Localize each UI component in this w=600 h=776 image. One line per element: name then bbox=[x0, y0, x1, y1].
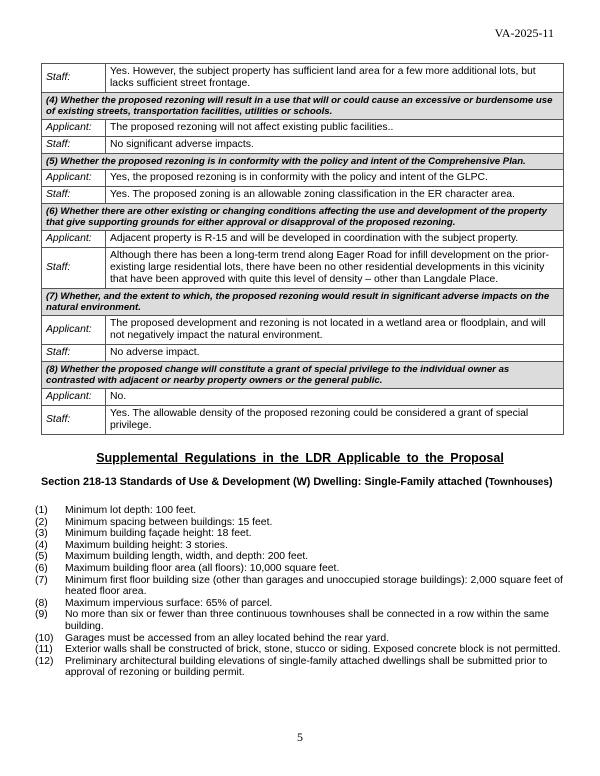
respondent-label: Staff: bbox=[42, 137, 106, 154]
criterion-response-row bbox=[42, 187, 564, 204]
criterion-header-row bbox=[42, 289, 564, 316]
response-text: No significant adverse impacts. bbox=[106, 137, 564, 154]
regulation-number: (7) bbox=[35, 574, 48, 586]
regulation-text: No more than six or fewer than three continuous townhouses shall be connected in a row within the same building. bbox=[65, 609, 550, 632]
regulation-item bbox=[35, 656, 565, 679]
regulation-item bbox=[35, 644, 565, 656]
regulation-item bbox=[35, 575, 565, 598]
regulation-number: (10) bbox=[35, 632, 54, 644]
case-id: VA-2025-11 bbox=[494, 26, 554, 40]
regulation-number: (12) bbox=[35, 655, 54, 667]
regulation-text: Minimum lot depth: 100 feet. bbox=[65, 505, 197, 516]
respondent-label: Staff: bbox=[42, 406, 106, 435]
supplemental-title: Supplemental Regulations in the LDR Applicable to the Proposal bbox=[96, 451, 504, 465]
criterion-response-row bbox=[42, 345, 564, 362]
respondent-label: Staff: bbox=[42, 187, 106, 204]
regulation-text: Maximum impervious surface: 65% of parcel. bbox=[65, 597, 273, 609]
page-number: 5 bbox=[297, 730, 303, 744]
regulation-number: (2) bbox=[35, 516, 48, 528]
regulation-number: (5) bbox=[35, 551, 48, 563]
regulation-item bbox=[35, 563, 565, 575]
response-text: Adjacent property is R-15 and will be developed in coordination with the subject property. bbox=[106, 231, 564, 248]
section-heading-close: ) bbox=[548, 476, 553, 488]
regulation-text: Garages must be accessed from an alley located behind the rear yard. bbox=[65, 632, 390, 644]
criterion-response-row bbox=[42, 64, 564, 93]
criterion-header-row bbox=[42, 154, 564, 170]
section-heading bbox=[41, 476, 553, 488]
response-text: Although there has been a long-term trend along Eager Road for infill development on the prior-existing large residential lots, there have been no other residential developments in this vicinity that have been approved with quite this level of density – other than Langdale Place. bbox=[106, 248, 564, 289]
criterion-header-row bbox=[42, 93, 564, 120]
criterion-response-row bbox=[42, 137, 564, 154]
regulation-item bbox=[35, 505, 565, 517]
response-text: Yes. The allowable density of the proposed rezoning could be considered a grant of special privilege. bbox=[106, 406, 564, 435]
respondent-label: Applicant: bbox=[42, 170, 106, 187]
rezoning-criteria-table bbox=[41, 63, 564, 435]
criterion-header-row bbox=[42, 362, 564, 389]
criterion-header-text: (6) Whether there are other existing or changing conditions affecting the use and development of the property that give supporting grounds for either approval or disapproval of the proposed rezoning. bbox=[42, 204, 564, 231]
criterion-response-row bbox=[42, 248, 564, 289]
criterion-header-text: (5) Whether the proposed rezoning is in conformity with the policy and intent of the Comprehensive Plan. bbox=[42, 154, 564, 170]
regulation-number: (11) bbox=[35, 644, 53, 656]
respondent-label: Staff: bbox=[42, 345, 106, 362]
regulation-text: Minimum building façade height: 18 feet. bbox=[65, 528, 252, 540]
regulation-text: Minimum first floor building size (other than garages and unoccupied storage buildings): 2,000 square feet of heated floor area. bbox=[65, 574, 563, 598]
response-text: The proposed rezoning will not affect existing public facilities.. bbox=[106, 120, 564, 137]
regulation-number: (3) bbox=[35, 528, 48, 540]
regulation-text: Maximum building floor area (all floors): 10,000 square feet. bbox=[65, 562, 340, 574]
response-text: No adverse impact. bbox=[106, 345, 564, 362]
respondent-label: Staff: bbox=[42, 248, 106, 289]
regulation-number: (8) bbox=[35, 597, 48, 609]
respondent-label: Applicant: bbox=[42, 389, 106, 406]
response-text: The proposed development and rezoning is not located in a wetland area or floodplain, and will not negatively impact the natural environment. bbox=[106, 316, 564, 345]
regulation-text: Maximum building length, width, and depth: 200 feet. bbox=[65, 551, 309, 563]
respondent-label: Staff: bbox=[42, 64, 106, 93]
criterion-header-row bbox=[42, 204, 564, 231]
criterion-header-text: (4) Whether the proposed rezoning will result in a use that will or could cause an excessive or burdensome use of existing streets, transportation facilities, utilities or schools. bbox=[42, 93, 564, 120]
respondent-label: Applicant: bbox=[42, 316, 106, 345]
section-heading-type: Townhouses bbox=[488, 477, 549, 488]
criterion-response-row bbox=[42, 170, 564, 187]
regulation-item bbox=[35, 609, 565, 632]
regulation-text: Minimum spacing between buildings: 15 feet. bbox=[65, 516, 273, 528]
regulation-number: (4) bbox=[35, 539, 48, 551]
criterion-response-row bbox=[42, 120, 564, 137]
response-text: No. bbox=[106, 389, 564, 406]
regulation-item bbox=[35, 598, 565, 610]
regulation-item bbox=[35, 540, 565, 552]
regulation-item bbox=[35, 528, 565, 540]
regulation-text: Exterior walls shall be constructed of brick, stone, stucco or siding. Exposed concrete block is not permitted. bbox=[65, 644, 561, 656]
regulation-text: Maximum building height: 3 stories. bbox=[65, 539, 228, 551]
criterion-response-row bbox=[42, 316, 564, 345]
response-text: Yes. However, the subject property has sufficient land area for a few more additional lots, but lacks sufficient street frontage. bbox=[106, 64, 564, 93]
regulation-text: Preliminary architectural building elevations of single-family attached dwellings shall be submitted prior to approval of rezoning or building permit. bbox=[65, 655, 548, 679]
criterion-response-row bbox=[42, 406, 564, 435]
criterion-response-row bbox=[42, 231, 564, 248]
respondent-label: Applicant: bbox=[42, 231, 106, 248]
respondent-label: Applicant: bbox=[42, 120, 106, 137]
regulation-number: (9) bbox=[35, 609, 48, 621]
regulation-number: (1) bbox=[35, 505, 48, 516]
regulation-item bbox=[35, 517, 565, 529]
regulation-number: (6) bbox=[35, 562, 48, 574]
regulations-list bbox=[35, 505, 565, 679]
criterion-response-row bbox=[42, 389, 564, 406]
section-heading-main: Section 218-13 Standards of Use & Development (W) Dwelling: Single-Family attached ( bbox=[41, 476, 489, 488]
response-text: Yes. The proposed zoning is an allowable zoning classification in the ER character area. bbox=[106, 187, 564, 204]
regulation-item bbox=[35, 633, 565, 645]
regulation-item bbox=[35, 551, 565, 563]
response-text: Yes, the proposed rezoning is in conformity with the policy and intent of the GLPC. bbox=[106, 170, 564, 187]
criterion-header-text: (8) Whether the proposed change will constitute a grant of special privilege to the individual owner as contrasted with adjacent or nearby property owners or the general public. bbox=[42, 362, 564, 389]
criterion-header-text: (7) Whether, and the extent to which, the proposed rezoning would result in significant adverse impacts on the natural environment. bbox=[42, 289, 564, 316]
